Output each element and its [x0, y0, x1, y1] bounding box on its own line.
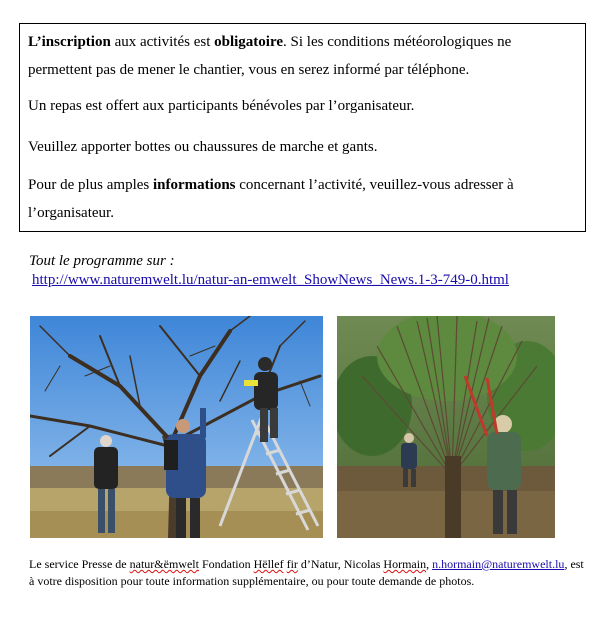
- contact-name: Hormain: [383, 557, 427, 571]
- text: Pour de plus amples: [28, 177, 153, 193]
- photo-apple-tree-image: [30, 316, 323, 538]
- programme-section: [29, 252, 509, 290]
- text: Le service Presse de: [29, 557, 130, 571]
- text: ,: [426, 557, 430, 571]
- info-box: [19, 23, 586, 232]
- email-link[interactable]: n.hormain@naturemwelt.lu: [432, 557, 565, 571]
- text: aux activités est: [110, 34, 215, 50]
- registration-paragraph: [28, 28, 577, 84]
- text: concernant l’activité, veuillez-vous adresser à l’organisateur.: [28, 177, 514, 221]
- text: , est à votre disposition pour toute information supplémentaire, ou pour toute demande de photos.: [29, 557, 584, 588]
- text-fir: fir: [286, 557, 298, 571]
- photo-apple-tree-pruning: [30, 316, 323, 538]
- bold-inscription: L’inscription: [28, 34, 111, 50]
- information-paragraph: [28, 171, 577, 227]
- press-contact: [29, 556, 589, 590]
- programme-label: Tout le programme sur :: [29, 253, 175, 269]
- text: Fondation: [198, 557, 254, 571]
- photo-willow-pruning: [337, 316, 555, 538]
- text: . Si les conditions météorologiques ne permettent pas de mener le chantier, vous en serez informé par téléphone.: [28, 34, 512, 78]
- text: d’Natur, Nicolas: [297, 557, 384, 571]
- bold-obligatoire: obligatoire: [214, 34, 284, 50]
- org-name: natur&ëmwelt: [129, 557, 199, 571]
- bold-informations: informations: [153, 177, 236, 193]
- text-hellef: Hëllef: [253, 557, 284, 571]
- programme-link[interactable]: http://www.naturemwelt.lu/natur-an-emwelt_ShowNews_News.1-3-749-0.html: [32, 272, 509, 288]
- meal-paragraph: Un repas est offert aux participants bénévoles par l’organisateur.: [28, 98, 415, 114]
- photo-willow-image: [337, 316, 555, 538]
- equipment-paragraph: Veuillez apporter bottes ou chaussures de marche et gants.: [28, 139, 378, 155]
